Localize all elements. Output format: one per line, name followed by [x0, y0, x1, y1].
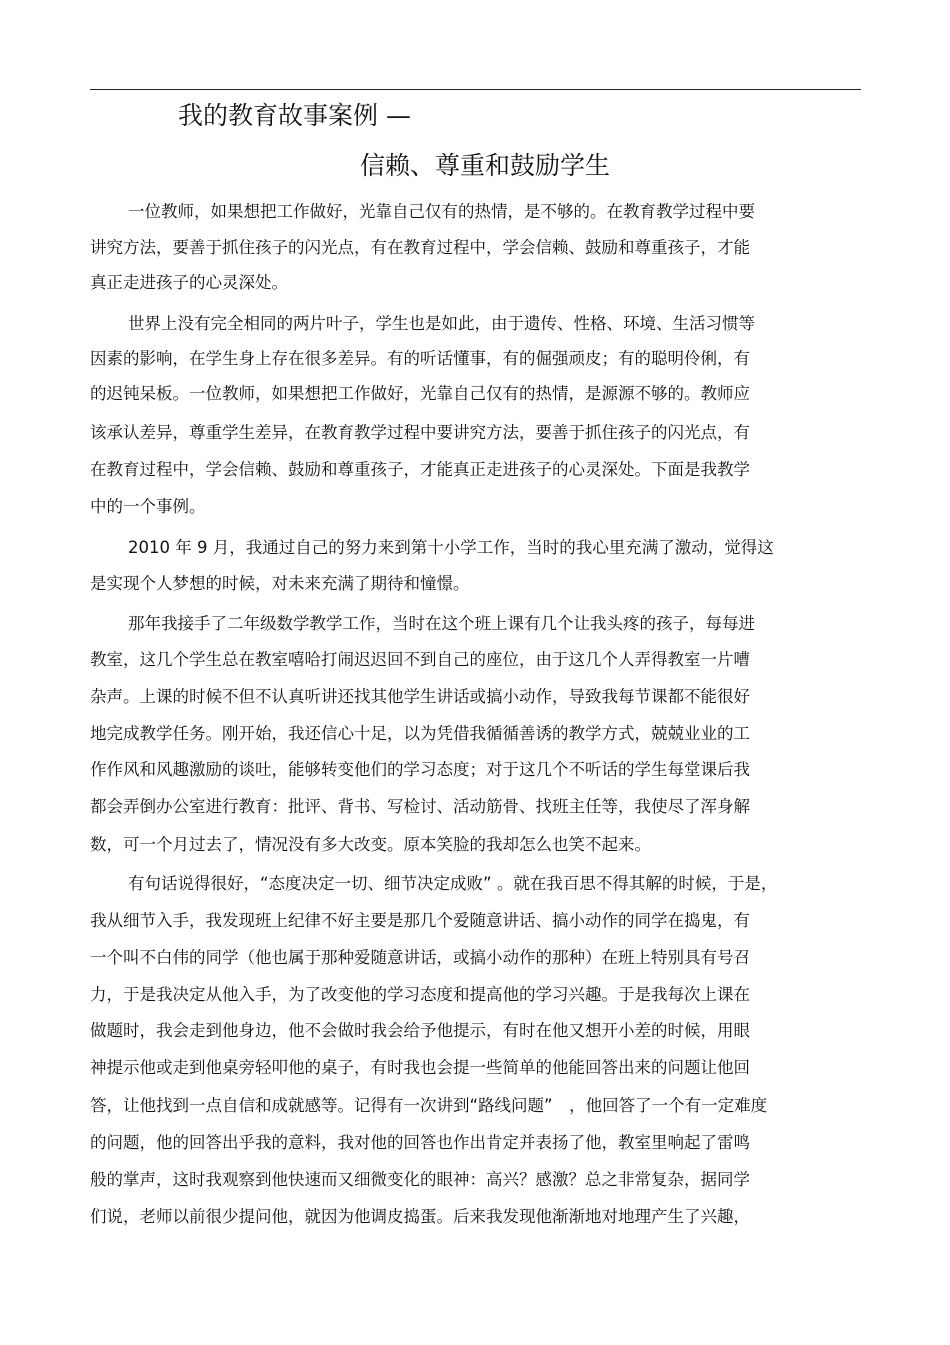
text-line: 神提示他或走到他桌旁轻叩他的桌子，有时我也会提一些简单的他能回答出来的问题让他回 [90, 1058, 750, 1077]
text-line: 杂声。上课的时候不但不认真听讲还找其他学生讲话或搞小动作，导致我每节课都不能很好 [90, 687, 750, 706]
text-line: 中的一个事例。 [90, 497, 206, 516]
text-line: 答，让他找到一点自信和成就感等。记得有一次讲到“路线问题” ，他回答了一个有一定难度 [90, 1096, 768, 1115]
text-line: 作作风和风趣激励的谈吐，能够转变他们的学习态度；对于这几个不听话的学生每堂课后我 [90, 760, 750, 779]
text-line: 们说，老师以前很少提问他，就因为他调皮捣蛋。后来我发现他渐渐地对地理产生了兴趣， [90, 1207, 750, 1226]
document-subtitle: 信赖、尊重和鼓励学生 [360, 151, 611, 180]
text-line: 地完成教学任务。刚开始，我还信心十足，以为凭借我循循善诱的教学方式，兢兢业业的工 [90, 724, 750, 743]
text-line: 我从细节入手，我发现班上纪律不好主要是那几个爱随意讲话、搞小动作的同学在捣鬼，有 [90, 911, 750, 930]
text-line: 该承认差异，尊重学生差异，在教育教学过程中要讲究方法，要善于抓住孩子的闪光点，有 [90, 423, 750, 442]
text-line: 真正走进孩子的心灵深处。 [90, 273, 288, 292]
text-line: 的问题，他的回答出乎我的意料，我对他的回答也作出肯定并表扬了他，教室里响起了雷鸣 [90, 1133, 750, 1152]
text-line: 数，可一个月过去了，情况没有多大改变。原本笑脸的我却怎么也笑不起来。 [90, 835, 651, 854]
text-line: 教室，这几个学生总在教室嘻哈打闹迟迟回不到自己的座位，由于这几个人弄得教室一片嘈 [90, 650, 750, 669]
text-line: 力，于是我决定从他入手，为了改变他的学习态度和提高他的学习兴趣。于是我每次上课在 [90, 985, 750, 1004]
text-line: 般的掌声，这时我观察到他快速而又细微变化的眼神：高兴？感激？总之非常复杂，据同学 [90, 1170, 750, 1189]
text-line: 一个叫不白伟的同学（他也属于那种爱随意讲话，或搞小动作的那种）在班上特别具有号召 [90, 948, 750, 967]
text-line: 的迟钝呆板。一位教师，如果想把工作做好，光靠自己仅有的热情，是源源不够的。教师应 [90, 384, 750, 403]
text-line: 2010 年 9 月，我通过自己的努力来到第十小学工作，当时的我心里充满了激动，觉得这 [128, 538, 774, 557]
text-line: 在教育过程中，学会信赖、鼓励和尊重孩子，才能真正走进孩子的心灵深处。下面是我教学 [90, 460, 750, 479]
text-line: 世界上没有完全相同的两片叶子，学生也是如此，由于遗传、性格、环境、生活习惯等 [128, 314, 755, 333]
text-line: 做题时，我会走到他身边，他不会做时我会给予他提示，有时在他又想开小差的时候，用眼 [90, 1021, 750, 1040]
document-title: 我的教育故事案例 — [178, 101, 411, 130]
text-line: 因素的影响，在学生身上存在很多差异。有的听话懂事，有的倔强顽皮；有的聪明伶俐，有 [90, 349, 750, 368]
text-line: 那年我接手了二年级数学教学工作，当时在这个班上课有几个让我头疼的孩子，每每进 [128, 614, 755, 633]
text-line: 有句话说得很好，“态度决定一切、细节决定成败” 。就在我百思不得其解的时候，于是， [128, 874, 778, 893]
text-line: 讲究方法，要善于抓住孩子的闪光点，有在教育过程中，学会信赖、鼓励和尊重孩子，才能 [90, 238, 750, 257]
text-line: 都会弄倒办公室进行教育：批评、背书、写检讨、活动筋骨、找班主任等，我使尽了浑身解 [90, 797, 750, 816]
header-rule [90, 89, 861, 90]
text-line: 是实现个人梦想的时候，对未来充满了期待和憧憬。 [90, 574, 470, 593]
text-line: 一位教师，如果想把工作做好，光靠自己仅有的热情，是不够的。在教育教学过程中要 [128, 202, 755, 221]
